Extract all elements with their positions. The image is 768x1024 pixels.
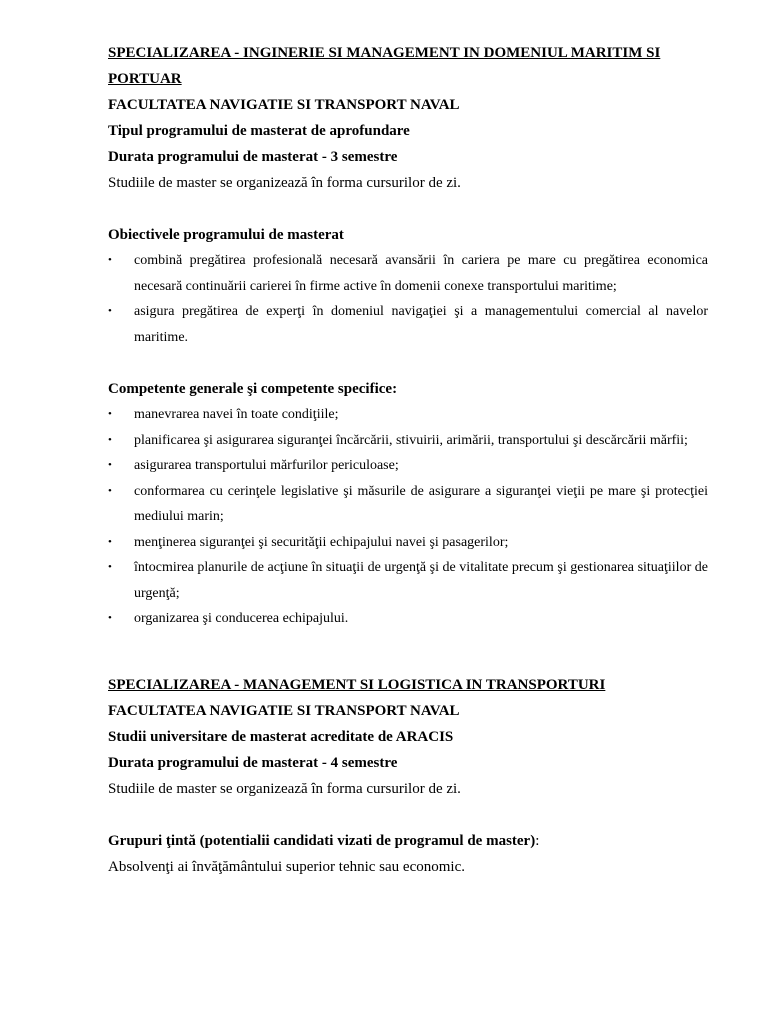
section2-form: Studiile de master se organizează în forma cursurilor de zi. bbox=[108, 780, 461, 797]
objectives-title: Obiectivele programului de masterat bbox=[108, 227, 344, 243]
bullet-icon: • bbox=[108, 561, 112, 573]
list-item bbox=[108, 555, 708, 606]
bullet-icon: • bbox=[108, 433, 112, 446]
bullet-icon: • bbox=[108, 254, 112, 266]
bullet-icon: • bbox=[108, 535, 112, 548]
target-groups-colon: : bbox=[535, 832, 540, 849]
list-item bbox=[108, 299, 708, 350]
section2-accreditation: Studii universitare de masterat acreditate de ARACIS bbox=[108, 728, 454, 745]
objectives-list bbox=[108, 248, 708, 350]
list-item-text: asigurarea transportului mărfurilor periculoase; bbox=[134, 458, 399, 473]
spacer bbox=[108, 196, 708, 222]
section1-form: Studiile de master se organizează în forma cursurilor de zi. bbox=[108, 175, 461, 191]
list-item bbox=[108, 428, 708, 454]
section2-heading: SPECIALIZAREA - MANAGEMENT SI LOGISTICA IN TRANSPORTURI bbox=[108, 676, 606, 693]
spacer bbox=[108, 632, 708, 672]
list-item-text: planificarea şi asigurarea siguranţei încărcării, stivuirii, arimării, transportului şi descărcării mărfii; bbox=[134, 432, 688, 448]
bullet-icon: • bbox=[108, 484, 112, 497]
section1-heading: SPECIALIZAREA - INGINERIE SI MANAGEMENT IN DOMENIUL MARITIM SI PORTUAR bbox=[108, 45, 661, 87]
target-groups-text: Absolvenţi ai învăţământului superior tehnic sau economic. bbox=[108, 858, 465, 875]
list-item bbox=[108, 479, 708, 530]
list-item-text: combină pregătirea profesională necesară avansării în cariera pe mare cu pregătirea economica necesară continuării carierei în firme active în domenii conexe transportului maritime; bbox=[134, 253, 708, 294]
list-item bbox=[108, 530, 708, 556]
document-page bbox=[108, 40, 708, 880]
list-item bbox=[108, 402, 708, 428]
bullet-icon: • bbox=[108, 612, 112, 624]
list-item bbox=[108, 248, 708, 299]
list-item-text: conformarea cu cerinţele legislative şi măsurile de asigurare a siguranţei vieţii pe mare şi protecţiei mediului marin; bbox=[134, 483, 708, 524]
spacer bbox=[108, 350, 708, 376]
section2-faculty: FACULTATEA NAVIGATIE SI TRANSPORT NAVAL bbox=[108, 702, 460, 719]
competences-list bbox=[108, 402, 708, 632]
list-item-text: organizarea şi conducerea echipajului. bbox=[134, 611, 349, 626]
bullet-icon: • bbox=[108, 408, 112, 420]
list-item bbox=[108, 453, 708, 479]
list-item-text: întocmirea planurile de acţiune în situaţii de urgenţă şi de vitalitate precum şi gestionarea situaţiilor de urgenţă; bbox=[134, 560, 708, 601]
bullet-icon: • bbox=[108, 305, 112, 317]
list-item-text: menţinerea siguranţei şi securităţii echipajului navei şi pasagerilor; bbox=[134, 534, 509, 550]
list-item-text: manevrarea navei în toate condiţiile; bbox=[134, 407, 339, 422]
list-item bbox=[108, 606, 708, 632]
section1-program-type: Tipul programului de masterat de aprofundare bbox=[108, 123, 410, 139]
section1-duration: Durata programului de masterat - 3 semestre bbox=[108, 149, 398, 165]
competences-title: Competente generale şi competente specifice: bbox=[108, 381, 398, 397]
target-groups-title: Grupuri ţintă (potentialii candidati vizati de programul de master) bbox=[108, 832, 536, 849]
list-item-text: asigura pregătirea de experţi în domeniul navigaţiei şi a managementului comercial al navelor maritime. bbox=[134, 304, 708, 345]
section1-faculty: FACULTATEA NAVIGATIE SI TRANSPORT NAVAL bbox=[108, 97, 460, 113]
spacer bbox=[108, 802, 708, 828]
bullet-icon: • bbox=[108, 459, 112, 471]
section2-duration: Durata programului de masterat - 4 semestre bbox=[108, 754, 398, 771]
target-groups-heading bbox=[108, 828, 708, 854]
